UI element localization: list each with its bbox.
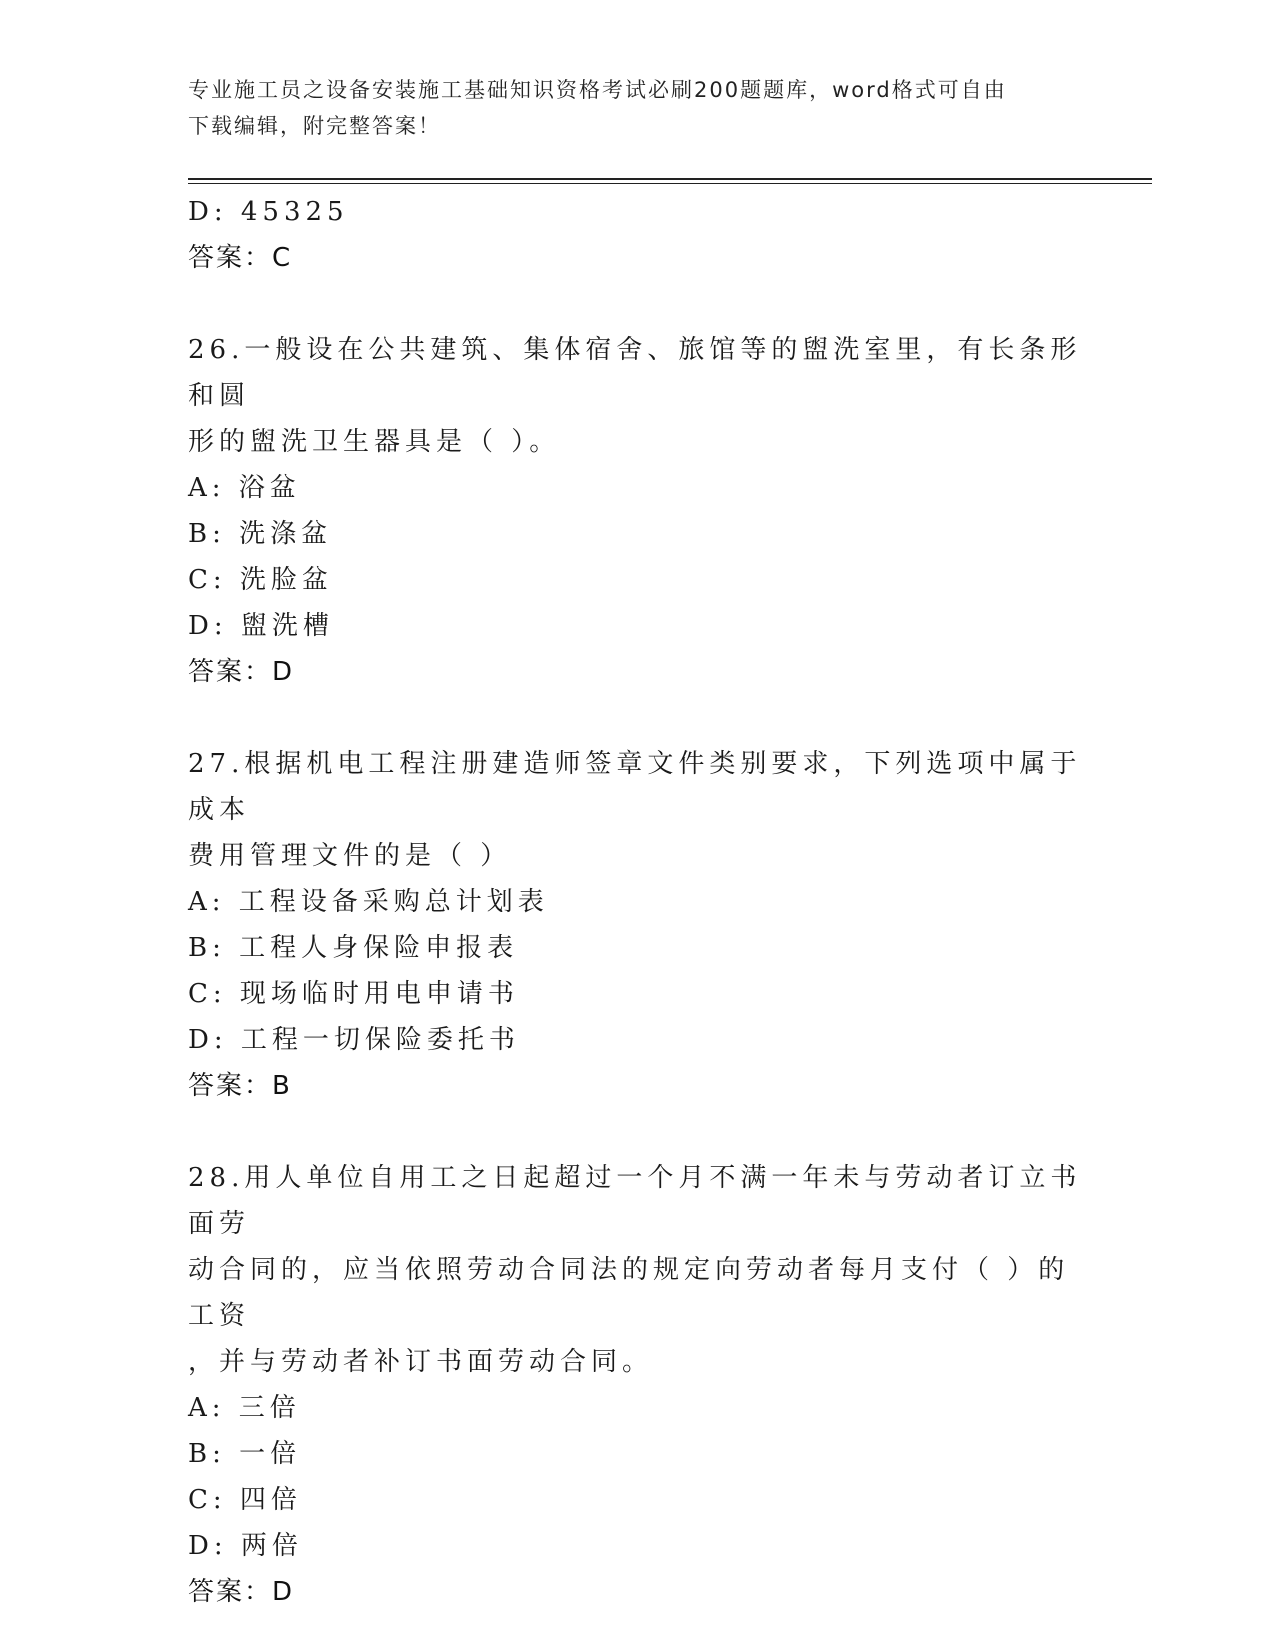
header-title-line-2: 下载编辑，附完整答案！ [188, 114, 441, 138]
option-b: B: 工程人身保险申报表 [188, 933, 519, 963]
option-c: C: 四倍 [188, 1485, 302, 1515]
question-text-line: 动合同的，应当依照劳动合同法的规定向劳动者每月支付（ ）的工资 [188, 1255, 1070, 1331]
document-body [188, 189, 1088, 1615]
spacer [188, 695, 1088, 741]
answer-label: 答案：B [188, 1071, 292, 1101]
question-28 [188, 1155, 1088, 1615]
previous-question-tail [188, 189, 1088, 281]
answer-label: 答案：D [188, 1577, 295, 1607]
answer-label: 答案：C [188, 243, 293, 273]
question-26 [188, 327, 1088, 695]
option-b: B: 一倍 [188, 1439, 302, 1469]
option-c: C: 洗脸盆 [188, 565, 333, 595]
option-b: B: 洗涤盆 [188, 519, 333, 549]
option-d: D: 45325 [188, 197, 349, 227]
option-c: C: 现场临时用电申请书 [188, 979, 519, 1009]
option-a: A: 浴盆 [188, 473, 301, 503]
spacer [188, 281, 1088, 327]
option-d: D: 盥洗槽 [188, 611, 334, 641]
question-text-line: 形的盥洗卫生器具是（ ）。 [188, 427, 561, 457]
question-text-line: 26.一般设在公共建筑、集体宿舍、旅馆等的盥洗室里，有长条形和圆 [188, 335, 1082, 411]
question-text-line: 费用管理文件的是（ ） [188, 841, 512, 871]
spacer [188, 1109, 1088, 1155]
question-text-line: ，并与劳动者补订书面劳动合同。 [188, 1347, 654, 1377]
header-title-line-1: 专业施工员之设备安装施工基础知识资格考试必刷200题题库，word格式可自由 [188, 78, 1007, 102]
question-27 [188, 741, 1088, 1109]
question-text-line: 28.用人单位自用工之日起超过一个月不满一年未与劳动者订立书面劳 [188, 1163, 1082, 1239]
header-divider [188, 178, 1152, 184]
option-a: A: 工程设备采购总计划表 [188, 887, 549, 917]
option-d: D: 工程一切保险委托书 [188, 1025, 520, 1055]
option-d: D: 两倍 [188, 1531, 303, 1561]
question-text-line: 27.根据机电工程注册建造师签章文件类别要求，下列选项中属于成本 [188, 749, 1082, 825]
option-a: A: 三倍 [188, 1393, 301, 1423]
answer-label: 答案：D [188, 657, 295, 687]
page-header [188, 72, 1088, 144]
